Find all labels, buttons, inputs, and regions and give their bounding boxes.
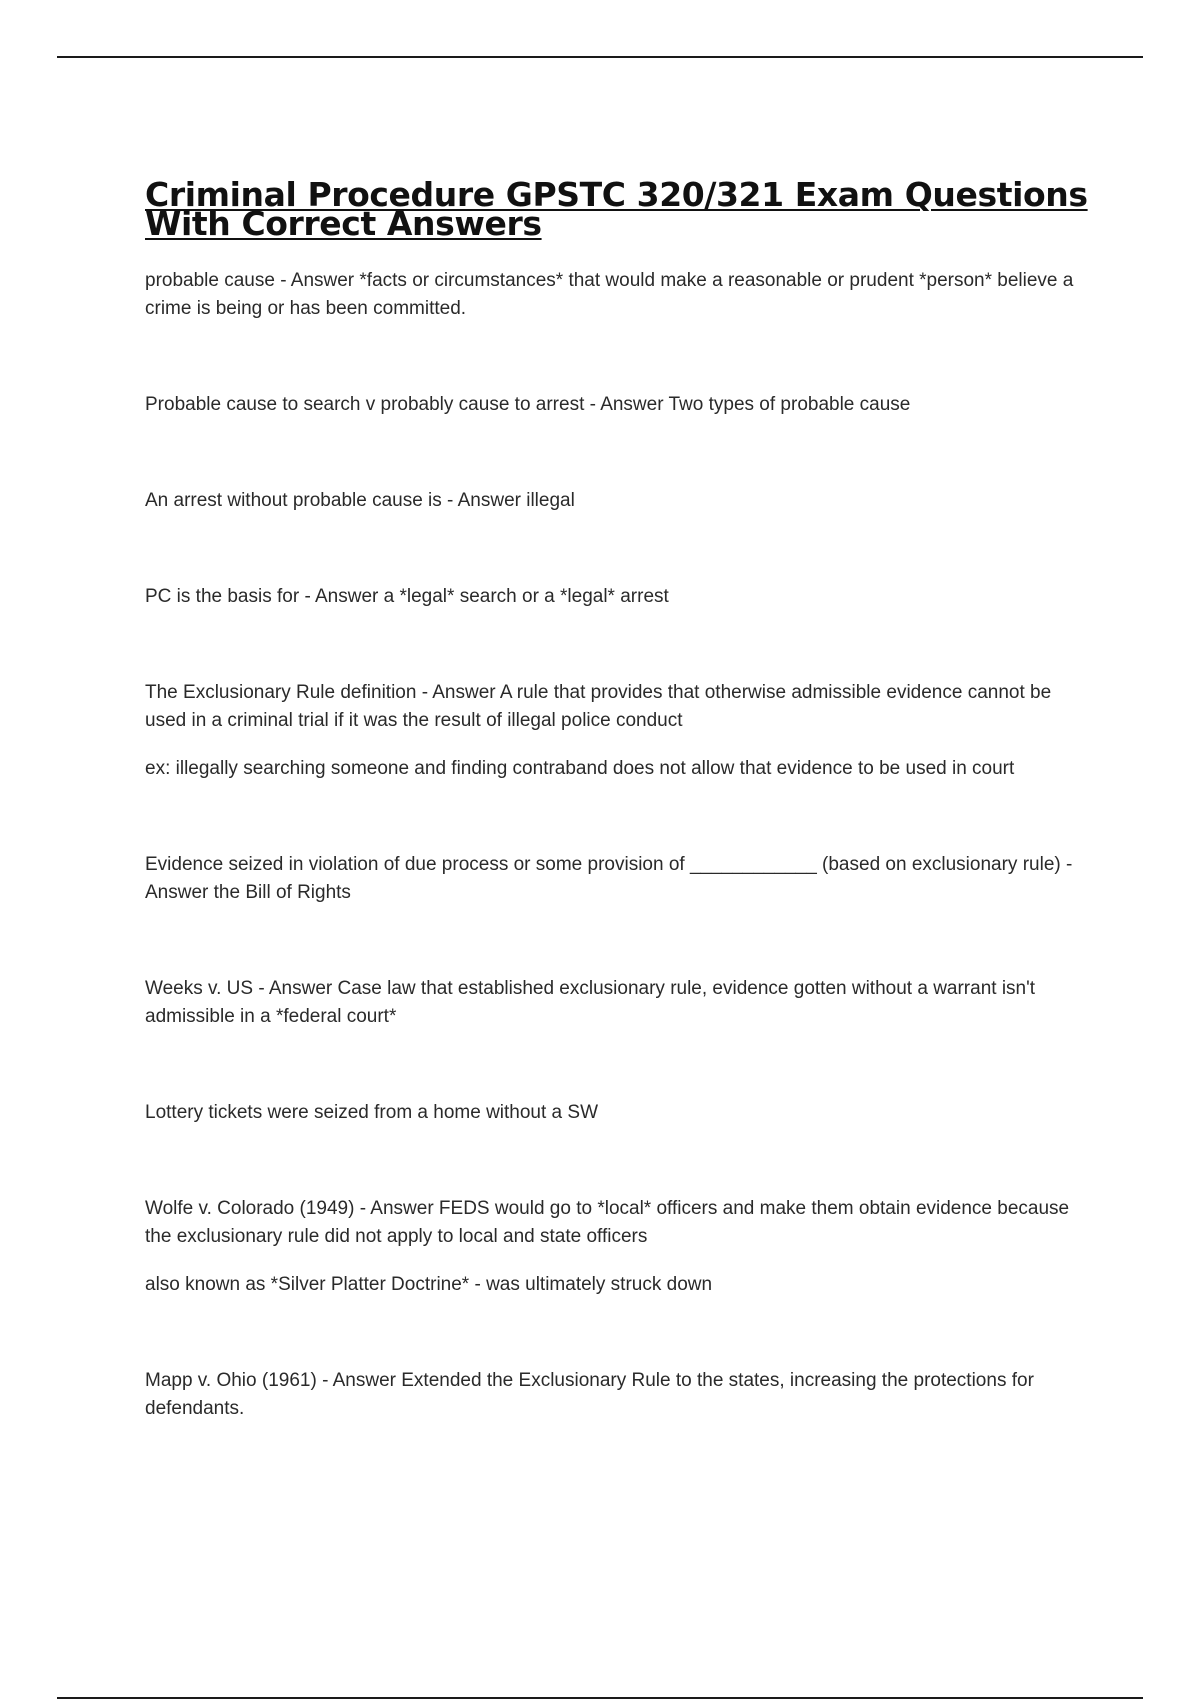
qa-entry-pc-basis: PC is the basis for - Answer a *legal* search or a *legal* arrest bbox=[145, 586, 669, 607]
qa-entry-weeks-v-us: Weeks v. US - Answer Case law that established exclusionary rule, evidence gotten without a warrant isn't admissible in a *federal court* bbox=[145, 978, 1036, 1027]
qa-entry-arrest-without-pc: An arrest without probable cause is - Answer illegal bbox=[145, 490, 575, 511]
qa-entry-lottery-tickets: Lottery tickets were seized from a home without a SW bbox=[145, 1102, 599, 1123]
qa-entry-probable-cause: probable cause - Answer *facts or circumstances* that would make a reasonable or prudent *person* believe a crime is being or has been committed. bbox=[145, 270, 1074, 319]
qa-note-exclusionary-example: ex: illegally searching someone and finding contraband does not allow that evidence to be used in court bbox=[145, 758, 1015, 779]
bottom-divider bbox=[57, 1697, 1143, 1699]
document-body bbox=[145, 175, 1090, 1423]
qa-entry-pc-search-vs-arrest: Probable cause to search v probably cause to arrest - Answer Two types of probable cause bbox=[145, 394, 911, 415]
document-title: Criminal Procedure GPSTC 320/321 Exam Questions With Correct Answers bbox=[145, 175, 1088, 243]
top-divider bbox=[57, 56, 1143, 58]
qa-note-silver-platter: also known as *Silver Platter Doctrine* - was ultimately struck down bbox=[145, 1274, 713, 1295]
qa-entry-bill-of-rights: Evidence seized in violation of due process or some provision of ____________ (based on exclusionary rule) - Answer the Bill of Rights bbox=[145, 854, 1073, 903]
qa-entry-exclusionary-rule: The Exclusionary Rule definition - Answer A rule that provides that otherwise admissible evidence cannot be used in a criminal trial if it was the result of illegal police conduct bbox=[145, 682, 1052, 731]
qa-entry-mapp-v-ohio: Mapp v. Ohio (1961) - Answer Extended the Exclusionary Rule to the states, increasing the protections for defendants. bbox=[145, 1370, 1034, 1419]
qa-entry-wolfe-v-colorado: Wolfe v. Colorado (1949) - Answer FEDS would go to *local* officers and make them obtain evidence because the exclusionary rule did not apply to local and state officers bbox=[145, 1198, 1070, 1247]
